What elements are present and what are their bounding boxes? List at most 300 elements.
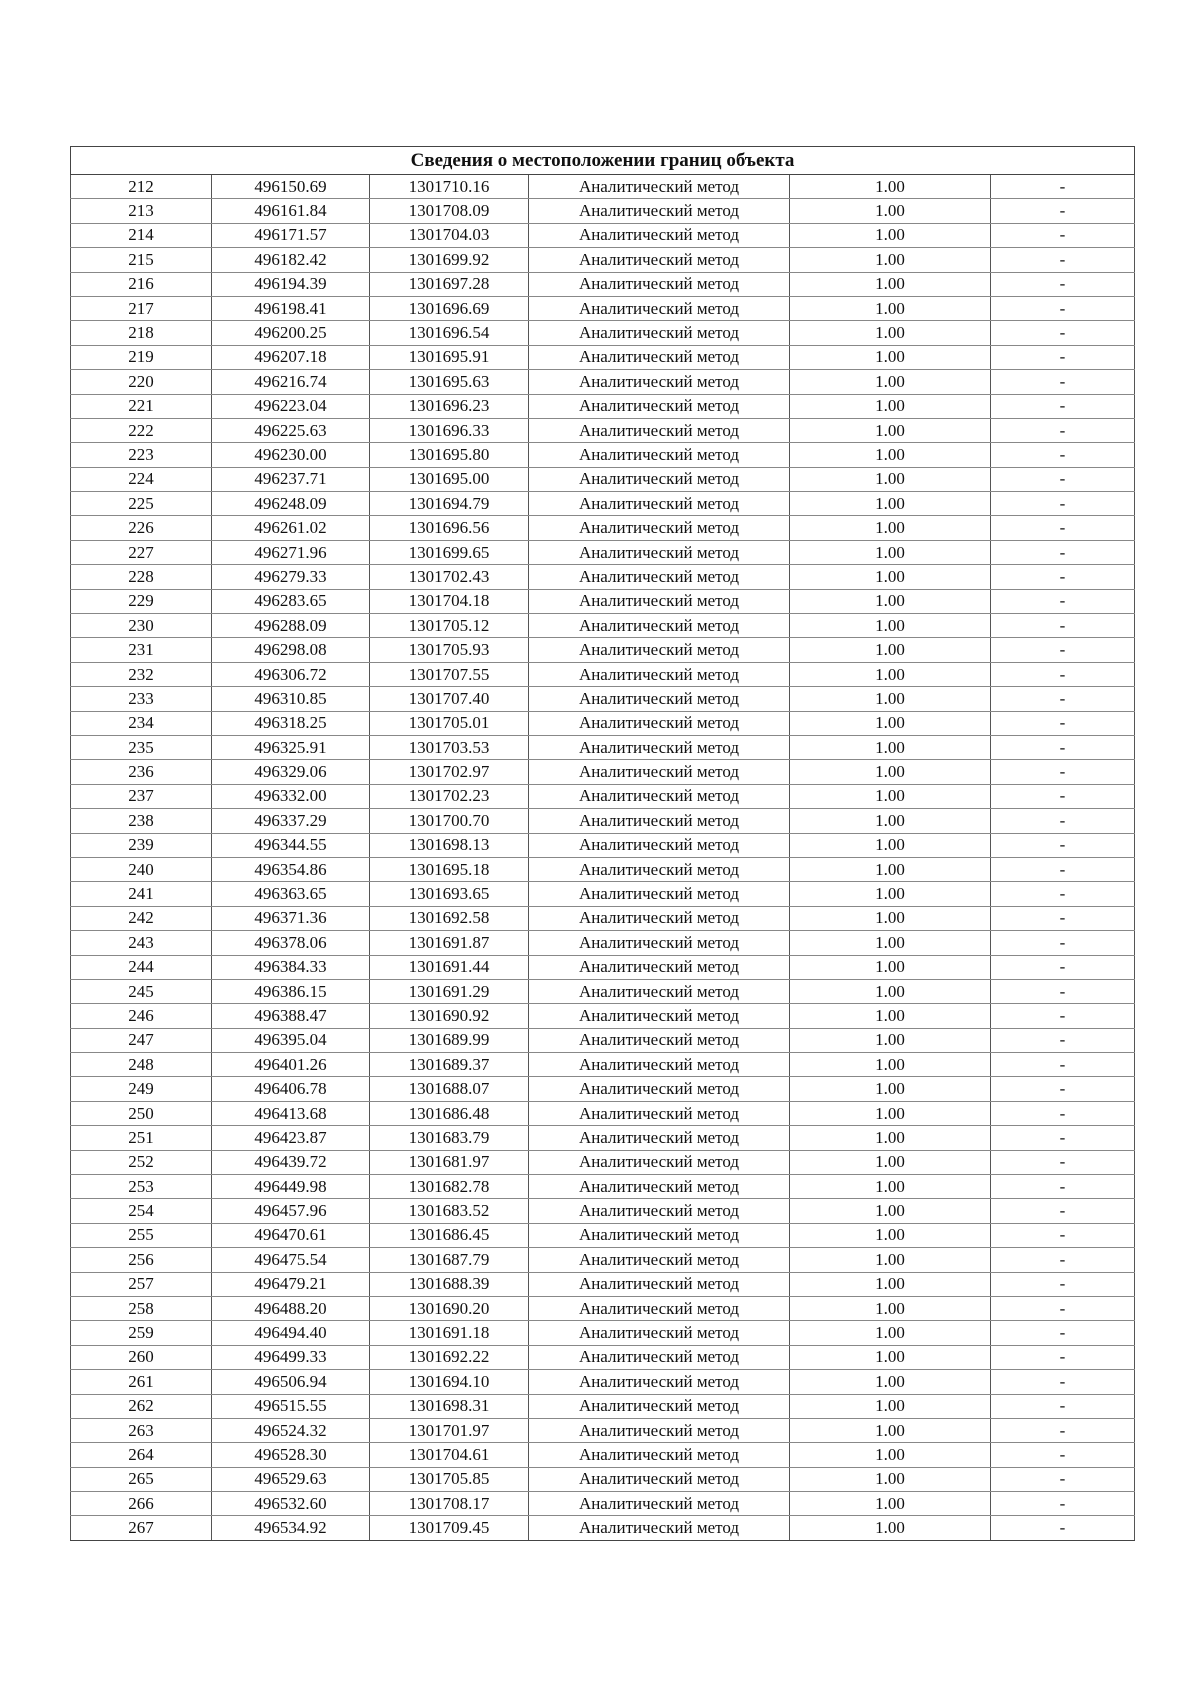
point-number-cell: 231 <box>71 638 212 662</box>
accuracy-cell: 1.00 <box>790 882 991 906</box>
method-cell: Аналитический метод <box>529 1272 790 1296</box>
description-cell: - <box>991 1101 1135 1125</box>
x-coordinate-cell: 496230.00 <box>212 443 370 467</box>
x-coordinate-cell: 496354.86 <box>212 857 370 881</box>
point-number-cell: 242 <box>71 906 212 930</box>
accuracy-cell: 1.00 <box>790 906 991 930</box>
x-coordinate-cell: 496475.54 <box>212 1248 370 1272</box>
method-cell: Аналитический метод <box>529 1028 790 1052</box>
method-cell: Аналитический метод <box>529 1077 790 1101</box>
description-cell: - <box>991 248 1135 272</box>
accuracy-cell: 1.00 <box>790 394 991 418</box>
x-coordinate-cell: 496248.09 <box>212 492 370 516</box>
point-number-cell: 262 <box>71 1394 212 1418</box>
accuracy-cell: 1.00 <box>790 833 991 857</box>
method-cell: Аналитический метод <box>529 931 790 955</box>
description-cell: - <box>991 1223 1135 1247</box>
y-coordinate-cell: 1301691.18 <box>370 1321 529 1345</box>
description-cell: - <box>991 418 1135 442</box>
x-coordinate-cell: 496449.98 <box>212 1175 370 1199</box>
point-number-cell: 227 <box>71 540 212 564</box>
table-row <box>71 516 1135 540</box>
table-row <box>71 687 1135 711</box>
accuracy-cell: 1.00 <box>790 175 991 199</box>
x-coordinate-cell: 496401.26 <box>212 1053 370 1077</box>
table-row <box>71 467 1135 491</box>
y-coordinate-cell: 1301691.29 <box>370 979 529 1003</box>
description-cell: - <box>991 1443 1135 1467</box>
table-row <box>71 882 1135 906</box>
y-coordinate-cell: 1301696.56 <box>370 516 529 540</box>
table-row <box>71 492 1135 516</box>
point-number-cell: 229 <box>71 589 212 613</box>
x-coordinate-cell: 496298.08 <box>212 638 370 662</box>
y-coordinate-cell: 1301691.44 <box>370 955 529 979</box>
method-cell: Аналитический метод <box>529 833 790 857</box>
x-coordinate-cell: 496161.84 <box>212 199 370 223</box>
method-cell: Аналитический метод <box>529 1223 790 1247</box>
accuracy-cell: 1.00 <box>790 565 991 589</box>
point-number-cell: 232 <box>71 662 212 686</box>
method-cell: Аналитический метод <box>529 492 790 516</box>
method-cell: Аналитический метод <box>529 882 790 906</box>
point-number-cell: 254 <box>71 1199 212 1223</box>
description-cell: - <box>991 1028 1135 1052</box>
table-row <box>71 272 1135 296</box>
table-row <box>71 370 1135 394</box>
method-cell: Аналитический метод <box>529 955 790 979</box>
method-cell: Аналитический метод <box>529 272 790 296</box>
accuracy-cell: 1.00 <box>790 809 991 833</box>
accuracy-cell: 1.00 <box>790 492 991 516</box>
accuracy-cell: 1.00 <box>790 1126 991 1150</box>
description-cell: - <box>991 1516 1135 1540</box>
y-coordinate-cell: 1301704.18 <box>370 589 529 613</box>
point-number-cell: 247 <box>71 1028 212 1052</box>
x-coordinate-cell: 496388.47 <box>212 1004 370 1028</box>
accuracy-cell: 1.00 <box>790 589 991 613</box>
description-cell: - <box>991 1394 1135 1418</box>
point-number-cell: 234 <box>71 711 212 735</box>
point-number-cell: 228 <box>71 565 212 589</box>
point-number-cell: 233 <box>71 687 212 711</box>
method-cell: Аналитический метод <box>529 467 790 491</box>
method-cell: Аналитический метод <box>529 638 790 662</box>
x-coordinate-cell: 496207.18 <box>212 345 370 369</box>
description-cell: - <box>991 1077 1135 1101</box>
y-coordinate-cell: 1301705.93 <box>370 638 529 662</box>
accuracy-cell: 1.00 <box>790 614 991 638</box>
point-number-cell: 217 <box>71 296 212 320</box>
x-coordinate-cell: 496515.55 <box>212 1394 370 1418</box>
x-coordinate-cell: 496534.92 <box>212 1516 370 1540</box>
x-coordinate-cell: 496528.30 <box>212 1443 370 1467</box>
description-cell: - <box>991 1492 1135 1516</box>
y-coordinate-cell: 1301688.39 <box>370 1272 529 1296</box>
method-cell: Аналитический метод <box>529 1053 790 1077</box>
method-cell: Аналитический метод <box>529 1394 790 1418</box>
table-row <box>71 1443 1135 1467</box>
y-coordinate-cell: 1301690.20 <box>370 1296 529 1320</box>
accuracy-cell: 1.00 <box>790 418 991 442</box>
method-cell: Аналитический метод <box>529 394 790 418</box>
method-cell: Аналитический метод <box>529 1345 790 1369</box>
method-cell: Аналитический метод <box>529 784 790 808</box>
y-coordinate-cell: 1301704.61 <box>370 1443 529 1467</box>
x-coordinate-cell: 496310.85 <box>212 687 370 711</box>
table-row <box>71 321 1135 345</box>
x-coordinate-cell: 496329.06 <box>212 760 370 784</box>
method-cell: Аналитический метод <box>529 296 790 320</box>
x-coordinate-cell: 496384.33 <box>212 955 370 979</box>
x-coordinate-cell: 496406.78 <box>212 1077 370 1101</box>
y-coordinate-cell: 1301695.18 <box>370 857 529 881</box>
x-coordinate-cell: 496494.40 <box>212 1321 370 1345</box>
method-cell: Аналитический метод <box>529 1101 790 1125</box>
description-cell: - <box>991 857 1135 881</box>
point-number-cell: 215 <box>71 248 212 272</box>
y-coordinate-cell: 1301691.87 <box>370 931 529 955</box>
accuracy-cell: 1.00 <box>790 370 991 394</box>
description-cell: - <box>991 589 1135 613</box>
table-row <box>71 589 1135 613</box>
description-cell: - <box>991 1345 1135 1369</box>
table-row <box>71 614 1135 638</box>
x-coordinate-cell: 496386.15 <box>212 979 370 1003</box>
table-row <box>71 662 1135 686</box>
point-number-cell: 249 <box>71 1077 212 1101</box>
accuracy-cell: 1.00 <box>790 955 991 979</box>
description-cell: - <box>991 979 1135 1003</box>
accuracy-cell: 1.00 <box>790 1394 991 1418</box>
description-cell: - <box>991 1150 1135 1174</box>
x-coordinate-cell: 496288.09 <box>212 614 370 638</box>
point-number-cell: 213 <box>71 199 212 223</box>
description-cell: - <box>991 345 1135 369</box>
y-coordinate-cell: 1301705.85 <box>370 1467 529 1491</box>
accuracy-cell: 1.00 <box>790 735 991 759</box>
accuracy-cell: 1.00 <box>790 1175 991 1199</box>
table-row <box>71 1175 1135 1199</box>
table-row <box>71 1248 1135 1272</box>
description-cell: - <box>991 638 1135 662</box>
point-number-cell: 239 <box>71 833 212 857</box>
y-coordinate-cell: 1301707.55 <box>370 662 529 686</box>
table-row <box>71 1126 1135 1150</box>
y-coordinate-cell: 1301707.40 <box>370 687 529 711</box>
point-number-cell: 258 <box>71 1296 212 1320</box>
description-cell: - <box>991 370 1135 394</box>
table-row <box>71 1004 1135 1028</box>
x-coordinate-cell: 496318.25 <box>212 711 370 735</box>
method-cell: Аналитический метод <box>529 175 790 199</box>
accuracy-cell: 1.00 <box>790 1199 991 1223</box>
accuracy-cell: 1.00 <box>790 516 991 540</box>
method-cell: Аналитический метод <box>529 1443 790 1467</box>
accuracy-cell: 1.00 <box>790 1248 991 1272</box>
description-cell: - <box>991 296 1135 320</box>
x-coordinate-cell: 496499.33 <box>212 1345 370 1369</box>
accuracy-cell: 1.00 <box>790 272 991 296</box>
x-coordinate-cell: 496237.71 <box>212 467 370 491</box>
point-number-cell: 223 <box>71 443 212 467</box>
accuracy-cell: 1.00 <box>790 1345 991 1369</box>
y-coordinate-cell: 1301698.31 <box>370 1394 529 1418</box>
description-cell: - <box>991 1004 1135 1028</box>
description-cell: - <box>991 711 1135 735</box>
accuracy-cell: 1.00 <box>790 296 991 320</box>
accuracy-cell: 1.00 <box>790 1077 991 1101</box>
accuracy-cell: 1.00 <box>790 321 991 345</box>
description-cell: - <box>991 1199 1135 1223</box>
table-row <box>71 711 1135 735</box>
description-cell: - <box>991 955 1135 979</box>
x-coordinate-cell: 496506.94 <box>212 1370 370 1394</box>
y-coordinate-cell: 1301709.45 <box>370 1516 529 1540</box>
y-coordinate-cell: 1301700.70 <box>370 809 529 833</box>
accuracy-cell: 1.00 <box>790 662 991 686</box>
method-cell: Аналитический метод <box>529 906 790 930</box>
x-coordinate-cell: 496332.00 <box>212 784 370 808</box>
point-number-cell: 243 <box>71 931 212 955</box>
method-cell: Аналитический метод <box>529 857 790 881</box>
method-cell: Аналитический метод <box>529 1370 790 1394</box>
y-coordinate-cell: 1301696.69 <box>370 296 529 320</box>
accuracy-cell: 1.00 <box>790 687 991 711</box>
x-coordinate-cell: 496216.74 <box>212 370 370 394</box>
table-row <box>71 1223 1135 1247</box>
description-cell: - <box>991 1467 1135 1491</box>
x-coordinate-cell: 496529.63 <box>212 1467 370 1491</box>
table-row <box>71 1394 1135 1418</box>
y-coordinate-cell: 1301697.28 <box>370 272 529 296</box>
point-number-cell: 248 <box>71 1053 212 1077</box>
point-number-cell: 251 <box>71 1126 212 1150</box>
y-coordinate-cell: 1301683.79 <box>370 1126 529 1150</box>
description-cell: - <box>991 1053 1135 1077</box>
point-number-cell: 238 <box>71 809 212 833</box>
method-cell: Аналитический метод <box>529 1199 790 1223</box>
description-cell: - <box>991 735 1135 759</box>
description-cell: - <box>991 321 1135 345</box>
accuracy-cell: 1.00 <box>790 345 991 369</box>
table-row <box>71 418 1135 442</box>
description-cell: - <box>991 540 1135 564</box>
x-coordinate-cell: 496306.72 <box>212 662 370 686</box>
y-coordinate-cell: 1301694.79 <box>370 492 529 516</box>
table-row <box>71 443 1135 467</box>
table-row <box>71 735 1135 759</box>
point-number-cell: 257 <box>71 1272 212 1296</box>
accuracy-cell: 1.00 <box>790 248 991 272</box>
table-row <box>71 1028 1135 1052</box>
description-cell: - <box>991 760 1135 784</box>
x-coordinate-cell: 496413.68 <box>212 1101 370 1125</box>
description-cell: - <box>991 687 1135 711</box>
y-coordinate-cell: 1301705.01 <box>370 711 529 735</box>
y-coordinate-cell: 1301686.45 <box>370 1223 529 1247</box>
point-number-cell: 260 <box>71 1345 212 1369</box>
table-row <box>71 248 1135 272</box>
point-number-cell: 259 <box>71 1321 212 1345</box>
table-row <box>71 1077 1135 1101</box>
accuracy-cell: 1.00 <box>790 1028 991 1052</box>
table-row <box>71 1516 1135 1540</box>
description-cell: - <box>991 784 1135 808</box>
table-row <box>71 223 1135 247</box>
method-cell: Аналитический метод <box>529 370 790 394</box>
method-cell: Аналитический метод <box>529 1492 790 1516</box>
table-row <box>71 833 1135 857</box>
table-row <box>71 760 1135 784</box>
y-coordinate-cell: 1301699.65 <box>370 540 529 564</box>
method-cell: Аналитический метод <box>529 1418 790 1442</box>
y-coordinate-cell: 1301694.10 <box>370 1370 529 1394</box>
accuracy-cell: 1.00 <box>790 1150 991 1174</box>
y-coordinate-cell: 1301703.53 <box>370 735 529 759</box>
table-row <box>71 1053 1135 1077</box>
x-coordinate-cell: 496423.87 <box>212 1126 370 1150</box>
table-row <box>71 175 1135 199</box>
accuracy-cell: 1.00 <box>790 760 991 784</box>
accuracy-cell: 1.00 <box>790 443 991 467</box>
y-coordinate-cell: 1301681.97 <box>370 1150 529 1174</box>
y-coordinate-cell: 1301687.79 <box>370 1248 529 1272</box>
accuracy-cell: 1.00 <box>790 1004 991 1028</box>
y-coordinate-cell: 1301695.00 <box>370 467 529 491</box>
description-cell: - <box>991 394 1135 418</box>
method-cell: Аналитический метод <box>529 809 790 833</box>
point-number-cell: 216 <box>71 272 212 296</box>
y-coordinate-cell: 1301690.92 <box>370 1004 529 1028</box>
x-coordinate-cell: 496171.57 <box>212 223 370 247</box>
x-coordinate-cell: 496524.32 <box>212 1418 370 1442</box>
table-row <box>71 1492 1135 1516</box>
point-number-cell: 266 <box>71 1492 212 1516</box>
table-row <box>71 784 1135 808</box>
method-cell: Аналитический метод <box>529 516 790 540</box>
y-coordinate-cell: 1301708.09 <box>370 199 529 223</box>
method-cell: Аналитический метод <box>529 1126 790 1150</box>
point-number-cell: 253 <box>71 1175 212 1199</box>
method-cell: Аналитический метод <box>529 1467 790 1491</box>
accuracy-cell: 1.00 <box>790 638 991 662</box>
table-row <box>71 1150 1135 1174</box>
method-cell: Аналитический метод <box>529 540 790 564</box>
y-coordinate-cell: 1301710.16 <box>370 175 529 199</box>
description-cell: - <box>991 175 1135 199</box>
description-cell: - <box>991 1248 1135 1272</box>
table-row <box>71 199 1135 223</box>
y-coordinate-cell: 1301695.80 <box>370 443 529 467</box>
accuracy-cell: 1.00 <box>790 1418 991 1442</box>
accuracy-cell: 1.00 <box>790 1053 991 1077</box>
method-cell: Аналитический метод <box>529 248 790 272</box>
accuracy-cell: 1.00 <box>790 1223 991 1247</box>
x-coordinate-cell: 496194.39 <box>212 272 370 296</box>
y-coordinate-cell: 1301695.63 <box>370 370 529 394</box>
accuracy-cell: 1.00 <box>790 857 991 881</box>
table-body <box>71 175 1135 1541</box>
x-coordinate-cell: 496325.91 <box>212 735 370 759</box>
point-number-cell: 222 <box>71 418 212 442</box>
point-number-cell: 252 <box>71 1150 212 1174</box>
y-coordinate-cell: 1301692.22 <box>370 1345 529 1369</box>
x-coordinate-cell: 496457.96 <box>212 1199 370 1223</box>
table-row <box>71 979 1135 1003</box>
table-row <box>71 857 1135 881</box>
description-cell: - <box>991 199 1135 223</box>
accuracy-cell: 1.00 <box>790 1272 991 1296</box>
method-cell: Аналитический метод <box>529 223 790 247</box>
x-coordinate-cell: 496182.42 <box>212 248 370 272</box>
table-row <box>71 1370 1135 1394</box>
description-cell: - <box>991 516 1135 540</box>
method-cell: Аналитический метод <box>529 443 790 467</box>
x-coordinate-cell: 496150.69 <box>212 175 370 199</box>
point-number-cell: 218 <box>71 321 212 345</box>
point-number-cell: 212 <box>71 175 212 199</box>
description-cell: - <box>991 565 1135 589</box>
point-number-cell: 267 <box>71 1516 212 1540</box>
accuracy-cell: 1.00 <box>790 1101 991 1125</box>
point-number-cell: 214 <box>71 223 212 247</box>
description-cell: - <box>991 1370 1135 1394</box>
y-coordinate-cell: 1301689.99 <box>370 1028 529 1052</box>
x-coordinate-cell: 496223.04 <box>212 394 370 418</box>
x-coordinate-cell: 496479.21 <box>212 1272 370 1296</box>
method-cell: Аналитический метод <box>529 321 790 345</box>
method-cell: Аналитический метод <box>529 1150 790 1174</box>
x-coordinate-cell: 496337.29 <box>212 809 370 833</box>
accuracy-cell: 1.00 <box>790 711 991 735</box>
y-coordinate-cell: 1301683.52 <box>370 1199 529 1223</box>
description-cell: - <box>991 492 1135 516</box>
point-number-cell: 265 <box>71 1467 212 1491</box>
point-number-cell: 224 <box>71 467 212 491</box>
table-row <box>71 638 1135 662</box>
y-coordinate-cell: 1301705.12 <box>370 614 529 638</box>
method-cell: Аналитический метод <box>529 711 790 735</box>
table-row <box>71 1321 1135 1345</box>
description-cell: - <box>991 809 1135 833</box>
method-cell: Аналитический метод <box>529 1516 790 1540</box>
accuracy-cell: 1.00 <box>790 1296 991 1320</box>
description-cell: - <box>991 1126 1135 1150</box>
method-cell: Аналитический метод <box>529 589 790 613</box>
y-coordinate-cell: 1301696.54 <box>370 321 529 345</box>
accuracy-cell: 1.00 <box>790 1467 991 1491</box>
description-cell: - <box>991 906 1135 930</box>
x-coordinate-cell: 496378.06 <box>212 931 370 955</box>
accuracy-cell: 1.00 <box>790 784 991 808</box>
point-number-cell: 230 <box>71 614 212 638</box>
x-coordinate-cell: 496198.41 <box>212 296 370 320</box>
point-number-cell: 219 <box>71 345 212 369</box>
method-cell: Аналитический метод <box>529 760 790 784</box>
y-coordinate-cell: 1301708.17 <box>370 1492 529 1516</box>
y-coordinate-cell: 1301689.37 <box>370 1053 529 1077</box>
x-coordinate-cell: 496271.96 <box>212 540 370 564</box>
description-cell: - <box>991 1175 1135 1199</box>
table-row <box>71 1296 1135 1320</box>
table-title: Сведения о местоположении границ объекта <box>71 147 1135 175</box>
accuracy-cell: 1.00 <box>790 1492 991 1516</box>
accuracy-cell: 1.00 <box>790 1370 991 1394</box>
point-number-cell: 246 <box>71 1004 212 1028</box>
accuracy-cell: 1.00 <box>790 1443 991 1467</box>
x-coordinate-cell: 496200.25 <box>212 321 370 345</box>
